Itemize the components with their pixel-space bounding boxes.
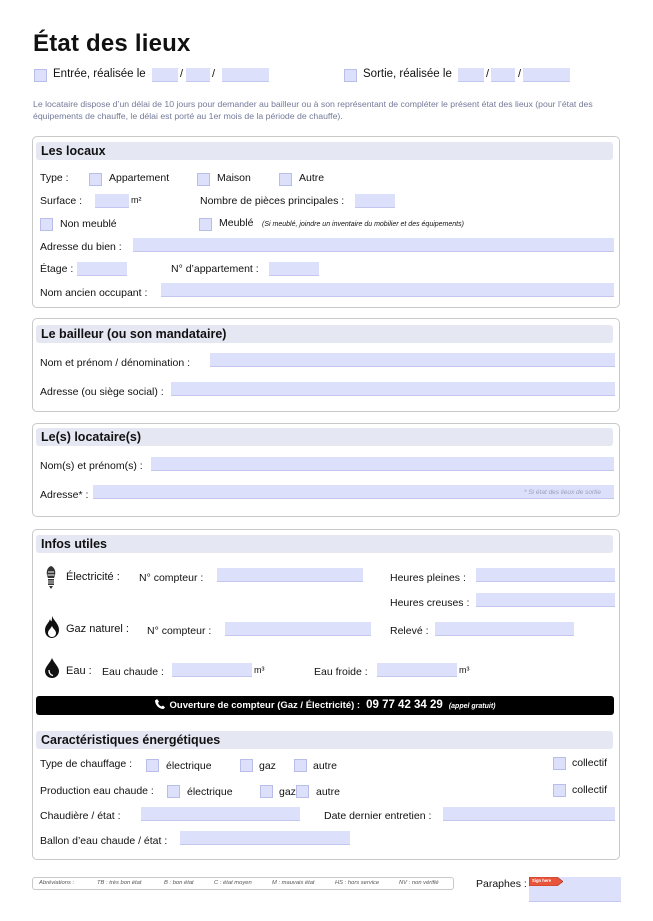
chauffage-electrique-checkbox[interactable] xyxy=(146,759,159,772)
meuble-checkbox[interactable] xyxy=(199,218,212,231)
adresse-bien-field[interactable] xyxy=(133,238,614,252)
date-separator: / xyxy=(180,68,184,80)
electricite-compteur-label: N° compteur : xyxy=(139,572,204,584)
eau-froide-label: Eau froide : xyxy=(314,666,368,678)
eau-chaude-label: Eau chaude : xyxy=(102,666,164,678)
section-heading-locataires: Le(s) locataire(s) xyxy=(36,428,613,446)
type-maison-label: Maison xyxy=(217,172,251,184)
adresse-bien-label: Adresse du bien : xyxy=(40,241,122,253)
sign-here-tag-text: Sign here xyxy=(532,878,552,883)
type-maison-checkbox[interactable] xyxy=(197,173,210,186)
bailleur-adresse-field[interactable] xyxy=(171,382,615,396)
locataire-nom-label: Nom(s) et prénom(s) : xyxy=(40,460,143,472)
chauffage-gaz-checkbox[interactable] xyxy=(240,759,253,772)
type-appartement-checkbox[interactable] xyxy=(89,173,102,186)
appartement-number-field[interactable] xyxy=(269,262,319,276)
releve-field[interactable] xyxy=(435,622,574,636)
production-electrique-label: électrique xyxy=(187,786,233,798)
abbrev-hs: HS : hors service xyxy=(335,880,380,886)
etage-label: Étage : xyxy=(40,263,74,275)
section-heading-bailleur: Le bailleur (ou son mandataire) xyxy=(36,325,613,343)
flame-icon xyxy=(44,616,60,638)
entretien-field[interactable] xyxy=(443,807,615,821)
abbrev-m: M : mauvais état xyxy=(272,880,315,886)
eau-froide-field[interactable] xyxy=(377,663,457,677)
production-collectif-checkbox[interactable] xyxy=(553,784,566,797)
releve-label: Relevé : xyxy=(390,625,429,637)
hotline-number[interactable]: 09 77 42 34 29 xyxy=(366,699,443,711)
pieces-label: Nombre de pièces principales : xyxy=(200,195,345,207)
page-title: État des lieux xyxy=(33,30,191,57)
chauffage-collectif-checkbox[interactable] xyxy=(553,757,566,770)
type-appartement-label: Appartement xyxy=(109,172,170,184)
chauffage-label: Type de chauffage : xyxy=(40,758,133,770)
electricite-label: Électricité : xyxy=(66,571,120,583)
surface-unit: m² xyxy=(131,195,142,205)
gaz-compteur-label: N° compteur : xyxy=(147,625,212,637)
pieces-field[interactable] xyxy=(355,194,395,208)
entretien-label: Date dernier entretien : xyxy=(324,810,432,822)
section-heading-energie: Caractéristiques énergétiques xyxy=(36,731,613,749)
chauffage-collectif-label: collectif xyxy=(572,757,608,769)
chauffage-autre-label: autre xyxy=(313,760,337,772)
section-heading-locaux: Les locaux xyxy=(36,142,613,160)
sortie-label: Sortie, réalisée le xyxy=(363,68,452,80)
water-drop-icon xyxy=(45,658,59,678)
chauffage-autre-checkbox[interactable] xyxy=(294,759,307,772)
type-autre-checkbox[interactable] xyxy=(279,173,292,186)
section-heading-infos: Infos utiles xyxy=(36,535,613,553)
type-autre-label: Autre xyxy=(299,172,325,184)
non-meuble-checkbox[interactable] xyxy=(40,218,53,231)
ballon-label: Ballon d’eau chaude / état : xyxy=(40,835,168,847)
entree-month-field[interactable] xyxy=(186,68,210,82)
production-collectif-label: collectif xyxy=(572,784,608,796)
surface-label: Surface : xyxy=(40,195,83,207)
abbrev-nv: NV : non vérifié xyxy=(399,880,439,886)
compteur-hotline-bar xyxy=(36,696,614,715)
gaz-compteur-field[interactable] xyxy=(225,622,371,636)
chauffage-gaz-label: gaz xyxy=(259,760,276,772)
date-separator: / xyxy=(486,68,490,80)
production-electrique-checkbox[interactable] xyxy=(167,785,180,798)
electricite-compteur-field[interactable] xyxy=(217,568,363,582)
eau-froide-unit: m³ xyxy=(459,665,470,675)
production-autre-checkbox[interactable] xyxy=(296,785,309,798)
bailleur-nom-field[interactable] xyxy=(210,353,615,367)
bailleur-nom-label: Nom et prénom / dénomination : xyxy=(40,357,190,369)
meuble-note: (Si meublé, joindre un inventaire du mobilier et des équipements) xyxy=(262,221,464,228)
date-separator: / xyxy=(518,68,522,80)
abbreviations-legend xyxy=(32,877,454,890)
type-label: Type : xyxy=(40,172,69,184)
meuble-label: Meublé xyxy=(219,217,254,229)
heures-creuses-label: Heures creuses : xyxy=(390,597,470,609)
chaudiere-field[interactable] xyxy=(141,807,300,821)
hotline-note: (appel gratuit) xyxy=(448,703,496,710)
sortie-month-field[interactable] xyxy=(491,68,515,82)
chauffage-electrique-label: électrique xyxy=(166,760,212,772)
locataire-nom-field[interactable] xyxy=(151,457,614,471)
lightbulb-icon xyxy=(44,566,58,592)
chaudiere-label: Chaudière / état : xyxy=(40,810,121,822)
abbrev-title: Abréviations : xyxy=(39,880,75,886)
entree-label: Entrée, réalisée le xyxy=(53,68,146,80)
locataire-adresse-note: * Si état des lieux de sortie xyxy=(524,489,601,496)
paraphes-label: Paraphes : xyxy=(476,878,527,890)
locataire-adresse-label: Adresse* : xyxy=(40,489,89,501)
etage-field[interactable] xyxy=(77,262,127,276)
production-autre-label: autre xyxy=(316,786,340,798)
bailleur-adresse-label: Adresse (ou siège social) : xyxy=(40,386,164,398)
abbrev-tb: TB : très bon état xyxy=(97,880,142,886)
abbrev-c: C : état moyen xyxy=(214,880,252,886)
ballon-field[interactable] xyxy=(180,831,350,845)
production-label: Production eau chaude : xyxy=(40,785,154,797)
phone-icon xyxy=(155,699,165,709)
gaz-label: Gaz naturel : xyxy=(66,623,129,635)
production-gaz-checkbox[interactable] xyxy=(260,785,273,798)
hotline-text: Ouverture de compteur (Gaz / Électricité) : xyxy=(169,700,361,711)
abbrev-b: B : bon état xyxy=(164,880,194,886)
eau-chaude-unit: m³ xyxy=(254,665,265,675)
heures-pleines-label: Heures pleines : xyxy=(390,572,466,584)
eau-label: Eau : xyxy=(66,665,92,677)
entree-year-field[interactable] xyxy=(222,68,269,82)
appartement-number-label: N° d’appartement : xyxy=(171,263,259,275)
sortie-day-field[interactable] xyxy=(458,68,484,82)
sortie-year-field[interactable] xyxy=(523,68,570,82)
surface-field[interactable] xyxy=(95,194,129,208)
date-separator: / xyxy=(212,68,216,80)
non-meuble-label: Non meublé xyxy=(60,218,117,230)
entree-day-field[interactable] xyxy=(152,68,178,82)
ancien-occupant-field[interactable] xyxy=(161,283,614,297)
ancien-occupant-label: Nom ancien occupant : xyxy=(40,287,148,299)
production-gaz-label: gaz xyxy=(279,786,296,798)
heures-pleines-field[interactable] xyxy=(476,568,615,582)
intro-note: Le locataire dispose d’un délai de 10 jours pour demander au bailleur ou à son représentant de compléter le présent état des lieux (pour l’état des équipements de chauffe, le délai est porté au 1er mois de la période de chauffe). xyxy=(33,99,593,121)
sortie-checkbox[interactable] xyxy=(344,69,357,82)
eau-chaude-field[interactable] xyxy=(172,663,252,677)
entree-checkbox[interactable] xyxy=(34,69,47,82)
heures-creuses-field[interactable] xyxy=(476,593,615,607)
